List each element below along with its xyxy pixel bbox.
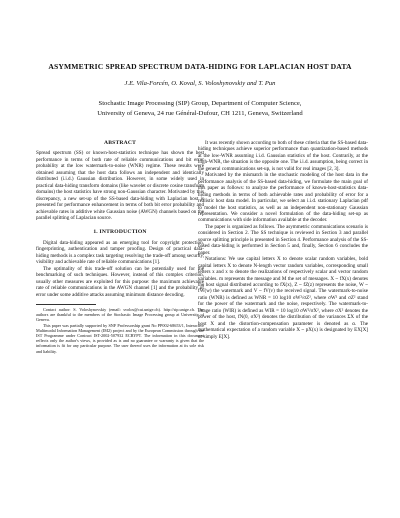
introduction-paragraph-2: The optimality of this trade-off solution can be potentially used for the benchmarking of such techniques. However, instead of this complex criterion, usually other measures are exploited for this purpose: the maximum achievable rate of reliable communications in the AWGN channel [1] and the probability of error under some additive attacks assuming minimum distance decoding. [36, 265, 204, 298]
paper-title: ASYMMETRIC SPREAD SPECTRUM DATA-HIDING FOR LAPLACIAN HOST DATA [48, 62, 352, 71]
affiliation-line-2: University of Geneva, 24 rue Général-Dufour, CH 1211, Geneva, Switzerland [97, 110, 303, 117]
left-column [36, 140, 204, 354]
abstract-text: Spread spectrum (SS) or known-host-statistics technique has shown the best performance in terms of both rate of reliable communications and bit error probability at the low watermark-to-noise (WNR) regime. These results were obtained assuming that the host data follows an independent and identically distributed (i.i.d.) Gaussian distribution. However, in some widely used in practical data-hiding transform domains (like wavelet or discrete cosine transform domains) the host statistics have strong non-Gaussian character. Motivated by this discrepancy, a new set-up of the SS-based data-hiding with Laplacian host is presented for performance enhancement in terms of both bit error probability and achievable rates in additive white Gaussian noise (AWGN) channels based on the parallel splitting of Laplacian source. [36, 150, 204, 221]
notations-paragraph: Notations: We use capital letters X to denote scalar random variables, bold capital letters X to denote N-length vector random variables, corresponding small letters x and x to denote the realizations of respectively scalar and vector random variables. m represents the message and M the set of messages. X ~ fX(x) denotes the host signal distributed according to fX(x), Z ~ fZ(z) represents the noise, W ~ fW(w) the watermark and V ~ fV(v) the received signal. The watermark-to-noise ratio (WNR) is defined as WNR = 10 log10 σW²/σZ², where σW² and σZ² stand for the power of the watermark and the noise, respectively. The watermark-to-image ratio (WIR) is defined as WIR = 10 log10 σW²/σX², where σX² denotes the power of the host, fN(0, σX²) denotes the distribution of the variances ΣX of the host X and the distortion-compensation parameter is denoted as α. The mathematical expectation of a random variable X ~ pX(x) is designated by EX[X] or simply E[X]. [198, 256, 368, 340]
footnote-contact: Contact author: S. Voloshynovskiy (email: svolos@cui.unige.ch). http://sip.unige.ch. The authors are thankful to the members of the Stochastic Image Processing group at University of Geneva. [36, 306, 204, 323]
abstract-section [36, 140, 204, 221]
footnote-funding: This paper was partially supported by SNF Professorship grant No PP002-68653/1, Interactive Multimodal Information Management (IM2) project and by the European Commission through the IST Programme under Contract IST-2002-507932 ECRYPT. The information in this document reflects only the author's views, is provided as is and no guarantee or warranty is given that the information is fit for any particular purpose. The user thereof uses the information at its sole risk and liability. [36, 322, 204, 354]
paper-affiliation [0, 99, 400, 119]
right-paragraph-2: Motivated by the mismatch in the stochastic modeling of the host data in the performance analysis of the SS-based data-hiding, we formulate the main goal of this paper as follows: to analyze the performance of known-host-statistics data-hiding methods in terms of both achievable rates and probability of error for a realistic host data model. In particular, we select an i.i.d. stationary Laplacian pdf to model the host statistics, as well as an independent non-stationary Gaussian representation. We consider a novel formulation of the data-hiding set-up as communications with side information available at the decoder. [198, 172, 368, 224]
introduction-section [36, 229, 204, 298]
abstract-heading: ABSTRACT [103, 140, 137, 146]
paper-authors: J.E. Vila-Forcén, O. Koval, S. Voloshynovskiy and T. Pun [124, 80, 276, 87]
footnote-divider [36, 304, 96, 305]
introduction-paragraph-1: Digital data-hiding appeared as an emerging tool for copyright protection, fingerprinting, authentication and tamper proofing. Design of practical data-hiding methods is a complex task targeting resolving the trade-off among security, visibility and achievable rate of reliable communications [1]. [36, 239, 204, 266]
right-paragraph-3: The paper is organized as follows. The asymmetric communications scenario is considered in Section 2. The SS technique is reviewed in Section 3 and parallel source splitting principle is presented in Section 4. Performance analysis of the SS-based data-hiding is performed in Section 5 and, finally, Section 6 concludes the paper. [198, 223, 368, 256]
affiliation-line-1: Stochastic Image Processing (SIP) Group, Department of Computer Science, [98, 100, 302, 107]
right-paragraph-1: It was recently shown according to both of these criteria that the SS-based data-hiding techniques achieve superior performance than quantization-based methods at the low-WNR assuming i.i.d. Gaussian statistics of the host. Contrarily, at the high-WNR, the situation is the opposite one. The i.i.d. assumption, being correct in the general communications set-up, is not valid for real images [2, 3]. [198, 140, 368, 172]
introduction-heading: 1. INTRODUCTION [93, 229, 147, 236]
right-column [198, 140, 368, 340]
